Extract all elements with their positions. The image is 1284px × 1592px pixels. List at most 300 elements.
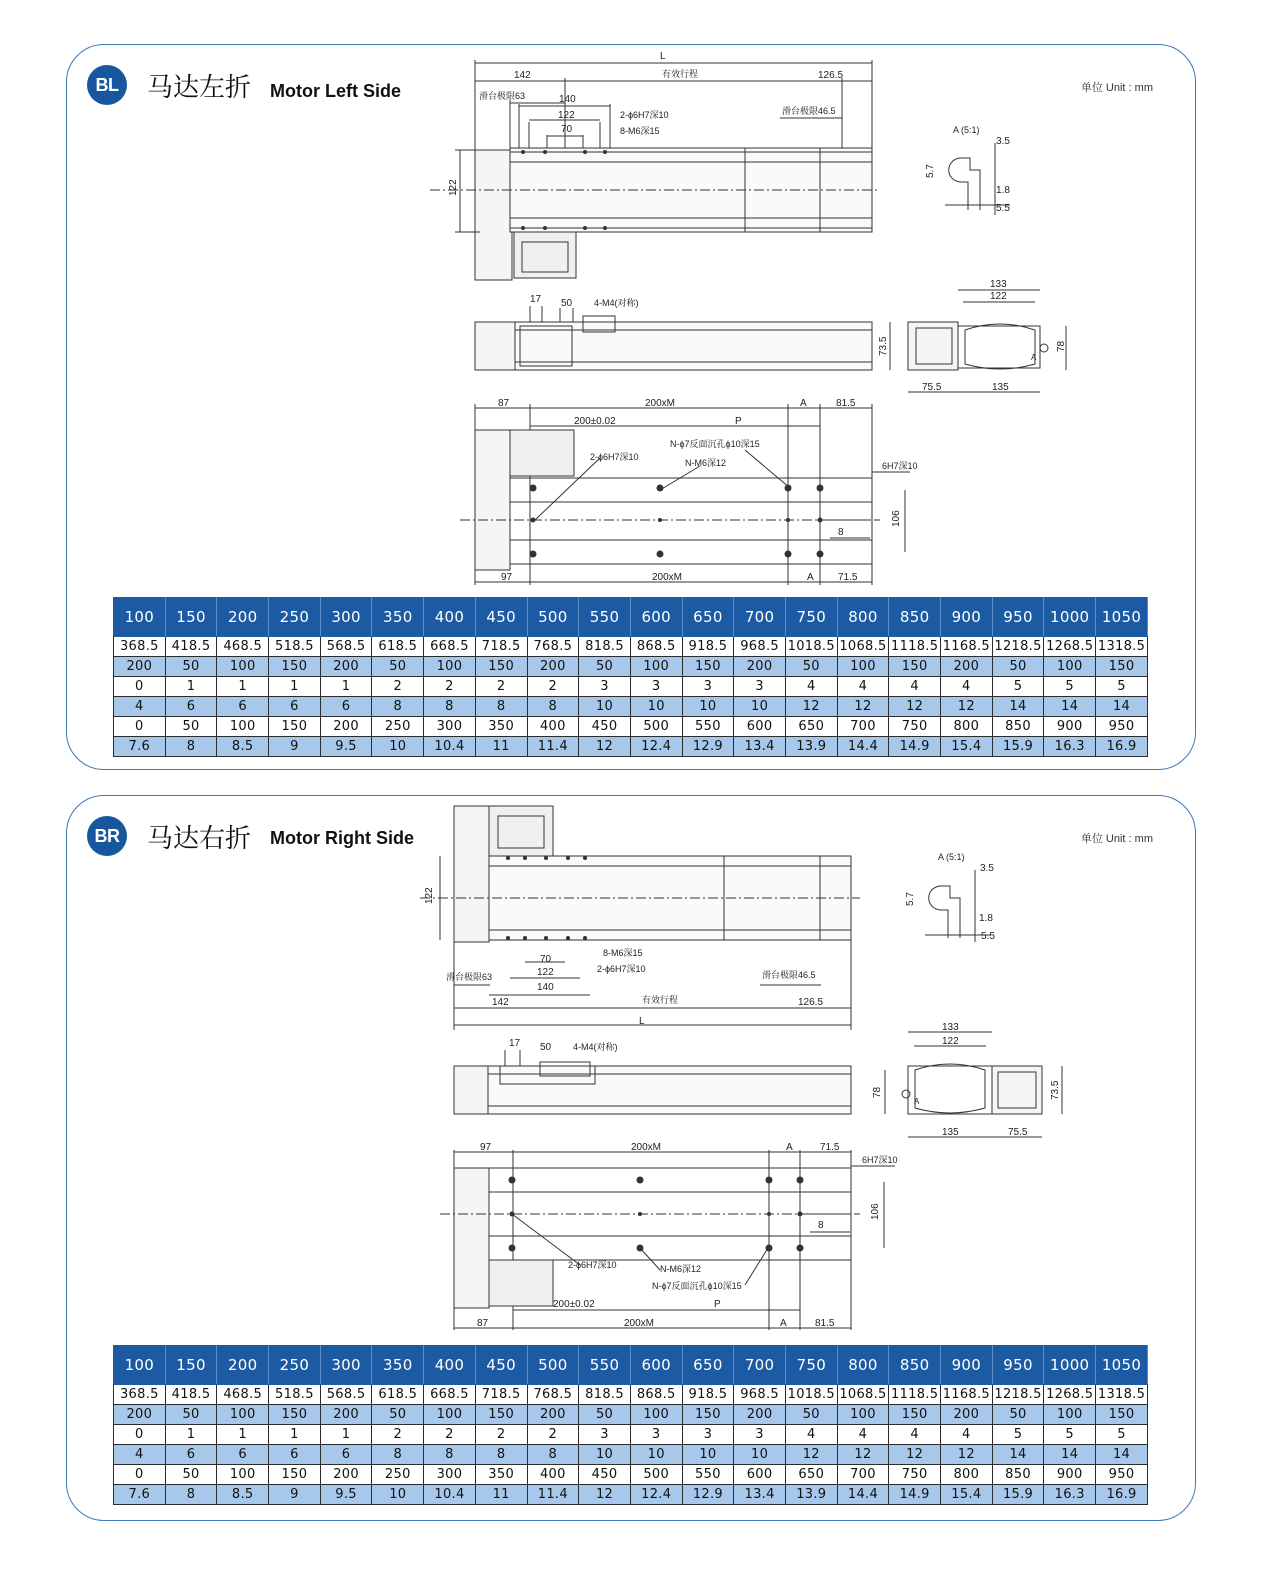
table-cell: 400 — [527, 717, 579, 737]
table-cell: 150 — [269, 1405, 321, 1425]
table-header-cell: 350 — [372, 598, 424, 637]
table-cell: 1318.5 — [1096, 637, 1148, 657]
table-cell: 5 — [1096, 677, 1148, 697]
dim-b200xM: 200xM — [652, 572, 683, 583]
dim-5-7: 5.7 — [925, 164, 936, 178]
table-cell: 900 — [1044, 1465, 1096, 1485]
table-cell: 14.9 — [889, 1485, 941, 1505]
table-cell: 8.5 — [217, 737, 269, 757]
title-cn-right: 马达右折 — [147, 824, 252, 854]
table-cell: 1 — [217, 1425, 269, 1445]
table-cell: 0 — [114, 1465, 166, 1485]
table-cell: 6 — [217, 1445, 269, 1465]
table-cell: 600 — [734, 1465, 786, 1485]
dim-97: 97 — [501, 572, 513, 583]
table-cell: 950 — [1096, 1465, 1148, 1485]
table-cell: 718.5 — [475, 637, 527, 657]
table-cell: 12 — [785, 697, 837, 717]
dim-bA: A — [807, 572, 814, 583]
table-header-cell: 450 — [475, 1346, 527, 1385]
table-cell: 10.4 — [424, 1485, 476, 1505]
table-cell: 918.5 — [682, 1385, 734, 1405]
dim-nm6: N-M6深12 — [685, 458, 727, 468]
table-cell: 150 — [1096, 657, 1148, 677]
table-cell: 2 — [372, 1425, 424, 1445]
table-header-cell: 700 — [734, 598, 786, 637]
table-cell: 350 — [475, 717, 527, 737]
table-cell: 468.5 — [217, 1385, 269, 1405]
table-cell: 2 — [475, 677, 527, 697]
table-header-cell: 800 — [837, 1346, 889, 1385]
table-header-cell: 200 — [217, 598, 269, 637]
dim-3-5: 3.5 — [996, 136, 1010, 147]
table-cell: 618.5 — [372, 1385, 424, 1405]
table-cell: 200 — [114, 657, 166, 677]
badge-bl: BL — [87, 65, 127, 105]
table-row — [114, 1445, 1148, 1465]
dim-pin2: 2-ϕ6H7深10 — [590, 452, 639, 462]
table-cell: 200 — [941, 657, 993, 677]
table-cell: 3 — [579, 1425, 631, 1445]
table-cell: 50 — [992, 1405, 1044, 1425]
table-cell: 1168.5 — [941, 1385, 993, 1405]
table-cell: 14 — [1096, 1445, 1148, 1465]
table-header-cell: 700 — [734, 1346, 786, 1385]
dim-L: L — [660, 51, 666, 62]
r-dim-97: 97 — [480, 1142, 492, 1153]
dim-135: 135 — [992, 382, 1009, 393]
table-header-cell: 1000 — [1044, 598, 1096, 637]
r-dim-200xM: 200xM — [631, 1142, 662, 1153]
table-row — [114, 1485, 1148, 1505]
table-cell: 818.5 — [579, 1385, 631, 1405]
dim-pin: 2-ϕ6H7深10 — [620, 110, 669, 120]
table-cell: 418.5 — [165, 637, 217, 657]
table-cell: 11.4 — [527, 1485, 579, 1505]
table-cell: 16.9 — [1096, 1485, 1148, 1505]
table-header-cell: 550 — [579, 598, 631, 637]
table-cell: 9 — [269, 1485, 321, 1505]
dim-106: 106 — [891, 510, 902, 527]
table-cell: 1118.5 — [889, 1385, 941, 1405]
table-cell: 11 — [475, 737, 527, 757]
dim-50: 50 — [561, 298, 573, 309]
table-cell: 10 — [579, 1445, 631, 1465]
r-dim-50: 50 — [540, 1042, 552, 1053]
table-cell: 50 — [165, 657, 217, 677]
table-cell: 1218.5 — [992, 637, 1044, 657]
r-dim-P: P — [714, 1299, 721, 1310]
r-dim-75-5: 75.5 — [1008, 1127, 1028, 1138]
table-cell: 950 — [1096, 717, 1148, 737]
table-cell: 400 — [527, 1465, 579, 1485]
table-cell: 1 — [217, 677, 269, 697]
table-cell: 2 — [527, 677, 579, 697]
table-cell: 868.5 — [630, 1385, 682, 1405]
table-cell: 16.3 — [1044, 1485, 1096, 1505]
table-cell: 14.9 — [889, 737, 941, 757]
r-dim-nm6: N-M6深12 — [660, 1264, 702, 1274]
table-cell: 700 — [837, 717, 889, 737]
table-cell: 10 — [372, 737, 424, 757]
table-header-cell: 650 — [682, 1346, 734, 1385]
table-header-cell: 850 — [889, 1346, 941, 1385]
table-cell: 50 — [785, 1405, 837, 1425]
table-cell: 4 — [941, 1425, 993, 1445]
r-dim-81-5: 81.5 — [815, 1318, 835, 1329]
table-cell: 13.9 — [785, 1485, 837, 1505]
table-cell: 4 — [837, 677, 889, 697]
table-cell: 100 — [217, 657, 269, 677]
table-cell: 150 — [889, 1405, 941, 1425]
table-cell: 3 — [630, 677, 682, 697]
table-header-cell: 200 — [217, 1346, 269, 1385]
table-cell: 10 — [682, 1445, 734, 1465]
table-cell: 6 — [269, 1445, 321, 1465]
table-cell: 100 — [217, 1405, 269, 1425]
table-cell: 768.5 — [527, 1385, 579, 1405]
table-cell: 14.4 — [837, 737, 889, 757]
table-cell: 3 — [682, 1425, 734, 1445]
table-row — [114, 1385, 1148, 1405]
table-header-cell: 250 — [269, 1346, 321, 1385]
table-cell: 11 — [475, 1485, 527, 1505]
table-cell: 700 — [837, 1465, 889, 1485]
table-cell: 10 — [734, 1445, 786, 1465]
r-dim-78: 78 — [872, 1086, 883, 1098]
table-cell: 1 — [320, 677, 372, 697]
table-header-cell: 750 — [785, 1346, 837, 1385]
table-header-cell: 300 — [320, 1346, 372, 1385]
table-cell: 5 — [1044, 677, 1096, 697]
table-cell: 200 — [320, 657, 372, 677]
spec-table-right — [113, 1345, 1148, 1505]
table-cell: 4 — [889, 1425, 941, 1445]
dim-h122: 122 — [448, 179, 459, 196]
table-cell: 12.4 — [630, 1485, 682, 1505]
table-cell: 200 — [114, 1405, 166, 1425]
dim-87: 87 — [498, 398, 510, 409]
table-header-cell: 900 — [941, 1346, 993, 1385]
table-header-cell: 600 — [630, 598, 682, 637]
table-cell: 6 — [165, 697, 217, 717]
table-cell: 12.9 — [682, 737, 734, 757]
table-cell: 150 — [269, 1465, 321, 1485]
table-cell: 3 — [579, 677, 631, 697]
r-dim-142: 142 — [492, 997, 509, 1008]
table-cell: 2 — [424, 1425, 476, 1445]
table-header-cell: 850 — [889, 598, 941, 637]
table-header-cell: 250 — [269, 598, 321, 637]
table-cell: 50 — [165, 717, 217, 737]
table-header-cell: 600 — [630, 1346, 682, 1385]
table-cell: 12 — [889, 1445, 941, 1465]
unit-label-right: 单位 Unit : mm — [1080, 833, 1153, 845]
table-cell: 150 — [682, 1405, 734, 1425]
table-cell: 3 — [630, 1425, 682, 1445]
table-cell: 50 — [785, 657, 837, 677]
r-dim-122: 122 — [537, 967, 554, 978]
table-cell: 8 — [372, 697, 424, 717]
table-cell: 350 — [475, 1465, 527, 1485]
table-cell: 8 — [424, 1445, 476, 1465]
table-header-cell: 300 — [320, 598, 372, 637]
r-dim-m6-8: 8-M6深15 — [603, 948, 643, 958]
table-cell: 650 — [785, 1465, 837, 1485]
table-cell: 618.5 — [372, 637, 424, 657]
r-dim-106: 106 — [870, 1203, 881, 1220]
table-cell: 8 — [527, 697, 579, 717]
table-cell: 100 — [424, 657, 476, 677]
table-cell: 100 — [217, 1465, 269, 1485]
dim-73-5: 73.5 — [878, 336, 889, 356]
r-dim-limit63: 滑台极限63 — [446, 972, 493, 982]
title-en-right: Motor Right Side — [270, 828, 414, 848]
table-cell: 100 — [424, 1405, 476, 1425]
table-cell: 2 — [475, 1425, 527, 1445]
dim-n7: N-ϕ7反面沉孔ϕ10深15 — [670, 439, 760, 449]
table-cell: 1168.5 — [941, 637, 993, 657]
table-cell: 14.4 — [837, 1485, 889, 1505]
table-cell: 0 — [114, 677, 166, 697]
table-cell: 368.5 — [114, 637, 166, 657]
table-cell: 150 — [269, 717, 321, 737]
table-cell: 50 — [992, 657, 1044, 677]
r-dim-stroke: 有效行程 — [642, 995, 679, 1005]
table-header-cell: 800 — [837, 598, 889, 637]
table-cell: 4 — [941, 677, 993, 697]
r-dim-L: L — [639, 1016, 645, 1027]
table-cell: 9.5 — [320, 1485, 372, 1505]
table-cell: 2 — [527, 1425, 579, 1445]
table-cell: 200 — [527, 1405, 579, 1425]
dim-81-5: 81.5 — [836, 398, 856, 409]
table-header-cell: 150 — [165, 598, 217, 637]
r-dim-5-5: 5.5 — [981, 931, 995, 942]
table-header-cell: 1050 — [1096, 598, 1148, 637]
table-cell: 918.5 — [682, 637, 734, 657]
table-cell: 1 — [165, 677, 217, 697]
table-cell: 718.5 — [475, 1385, 527, 1405]
table-cell: 6 — [269, 697, 321, 717]
table-header-cell: 500 — [527, 1346, 579, 1385]
dim-m4: 4-M4(对称) — [594, 298, 639, 308]
r-dim-8: 8 — [818, 1220, 824, 1231]
table-cell: 8 — [475, 697, 527, 717]
table-cell: 768.5 — [527, 637, 579, 657]
table-cell: 12.9 — [682, 1485, 734, 1505]
dim-142: 142 — [514, 70, 531, 81]
table-header-cell: 1000 — [1044, 1346, 1096, 1385]
table-cell: 4 — [114, 697, 166, 717]
table-cell: 818.5 — [579, 637, 631, 657]
table-cell: 300 — [424, 717, 476, 737]
table-cell: 1018.5 — [785, 1385, 837, 1405]
dim-P: P — [735, 416, 742, 427]
table-cell: 418.5 — [165, 1385, 217, 1405]
r-dim-A: A — [786, 1142, 793, 1153]
table-header-cell: 950 — [992, 1346, 1044, 1385]
table-cell: 1068.5 — [837, 1385, 889, 1405]
table-cell: 150 — [889, 657, 941, 677]
table-cell: 50 — [372, 657, 424, 677]
table-cell: 1018.5 — [785, 637, 837, 657]
table-cell: 15.4 — [941, 1485, 993, 1505]
table-cell: 7.6 — [114, 1485, 166, 1505]
table-cell: 12 — [941, 1445, 993, 1465]
r-detail-a: A (5:1) — [938, 852, 965, 862]
table-cell: 10 — [734, 697, 786, 717]
table-cell: 150 — [475, 657, 527, 677]
dim-5-5: 5.5 — [996, 203, 1010, 214]
table-cell: 5 — [1044, 1425, 1096, 1445]
table-cell: 15.9 — [992, 1485, 1044, 1505]
r-dim-71-5: 71.5 — [820, 1142, 840, 1153]
table-cell: 6 — [165, 1445, 217, 1465]
table-cell: 13.4 — [734, 1485, 786, 1505]
table-cell: 14 — [1044, 1445, 1096, 1465]
dim-w122: 122 — [990, 291, 1007, 302]
table-row — [114, 1405, 1148, 1425]
table-cell: 3 — [734, 1425, 786, 1445]
table-cell: 518.5 — [269, 637, 321, 657]
dim-17: 17 — [530, 294, 542, 305]
table-cell: 1 — [320, 1425, 372, 1445]
table-cell: 200 — [320, 1405, 372, 1425]
table-cell: 250 — [372, 717, 424, 737]
r-dim-1-8: 1.8 — [979, 913, 993, 924]
table-cell: 12 — [837, 1445, 889, 1465]
badge-br: BR — [87, 816, 127, 856]
r-dim-17: 17 — [509, 1038, 521, 1049]
table-cell: 668.5 — [424, 637, 476, 657]
table-cell: 50 — [372, 1405, 424, 1425]
dim-70: 70 — [561, 124, 573, 135]
table-cell: 550 — [682, 1465, 734, 1485]
r-dim-pin2: 2-ϕ6H7深10 — [568, 1260, 617, 1270]
table-cell: 15.4 — [941, 737, 993, 757]
table-cell: 368.5 — [114, 1385, 166, 1405]
table-cell: 500 — [630, 717, 682, 737]
dim-122: 122 — [558, 110, 575, 121]
table-cell: 10 — [630, 697, 682, 717]
table-cell: 13.4 — [734, 737, 786, 757]
title-cn-left: 马达左折 — [147, 73, 252, 103]
table-cell: 6 — [320, 1445, 372, 1465]
table-cell: 200 — [734, 657, 786, 677]
table-row — [114, 1425, 1148, 1445]
r-dim-b200xM: 200xM — [624, 1318, 655, 1329]
table-cell: 450 — [579, 717, 631, 737]
table-cell: 5 — [992, 1425, 1044, 1445]
table-cell: 6 — [217, 697, 269, 717]
table-cell: 16.3 — [1044, 737, 1096, 757]
dim-71-5: 71.5 — [838, 572, 858, 583]
table-cell: 150 — [475, 1405, 527, 1425]
r-dim-m4: 4-M4(对称) — [573, 1042, 618, 1052]
dim-140: 140 — [559, 94, 576, 105]
table-cell: 50 — [579, 1405, 631, 1425]
table-cell: 1218.5 — [992, 1385, 1044, 1405]
table-cell: 2 — [372, 677, 424, 697]
table-cell: 200 — [320, 1465, 372, 1485]
table-cell: 800 — [941, 1465, 993, 1485]
r-dim-3-5: 3.5 — [980, 863, 994, 874]
r-dim-140: 140 — [537, 982, 554, 993]
table-cell: 10.4 — [424, 737, 476, 757]
dim-A: A — [800, 398, 807, 409]
table-cell: 100 — [837, 1405, 889, 1425]
table-cell: 50 — [165, 1465, 217, 1485]
table-cell: 10 — [579, 697, 631, 717]
table-cell: 10 — [372, 1485, 424, 1505]
table-cell: 1 — [269, 677, 321, 697]
table-cell: 14 — [992, 1445, 1044, 1465]
r-dim-n7: N-ϕ7反面沉孔ϕ10深15 — [652, 1281, 742, 1291]
table-cell: 12 — [579, 1485, 631, 1505]
table-cell: 9 — [269, 737, 321, 757]
dim-limit63: 滑台极限63 — [479, 91, 526, 101]
table-header-cell: 900 — [941, 598, 993, 637]
table-header-cell: 500 — [527, 598, 579, 637]
table-cell: 468.5 — [217, 637, 269, 657]
table-cell: 50 — [165, 1405, 217, 1425]
table-cell: 16.9 — [1096, 737, 1148, 757]
table-cell: 550 — [682, 717, 734, 737]
table-cell: 6 — [320, 697, 372, 717]
table-cell: 8 — [475, 1445, 527, 1465]
table-cell: 100 — [630, 1405, 682, 1425]
table-header-cell: 650 — [682, 598, 734, 637]
dim-limit46-5: 滑台极限46.5 — [782, 106, 836, 116]
table-cell: 100 — [217, 717, 269, 737]
dim-m6-8: 8-M6深15 — [620, 126, 660, 136]
mark-a: A — [1031, 353, 1037, 362]
r-dim-w133: 133 — [942, 1022, 959, 1033]
table-cell: 1318.5 — [1096, 1385, 1148, 1405]
dim-h7: 6H7深10 — [882, 461, 918, 471]
table-header-cell: 150 — [165, 1346, 217, 1385]
table-cell: 900 — [1044, 717, 1096, 737]
table-cell: 14 — [1044, 697, 1096, 717]
table-cell: 568.5 — [320, 1385, 372, 1405]
table-cell: 250 — [372, 1465, 424, 1485]
table-cell: 50 — [579, 657, 631, 677]
table-cell: 100 — [1044, 1405, 1096, 1425]
dim-1-8: 1.8 — [996, 185, 1010, 196]
table-header-cell: 950 — [992, 598, 1044, 637]
table-cell: 3 — [734, 677, 786, 697]
dim-w133: 133 — [990, 279, 1007, 290]
table-cell: 14 — [1096, 697, 1148, 717]
table-header-cell: 400 — [424, 598, 476, 637]
table-cell: 0 — [114, 1425, 166, 1445]
table-cell: 12 — [579, 737, 631, 757]
table-cell: 14 — [992, 697, 1044, 717]
table-cell: 1 — [165, 1425, 217, 1445]
r-mark-a: A — [914, 1097, 920, 1106]
r-dim-73-5: 73.5 — [1050, 1080, 1061, 1100]
dim-75-5: 75.5 — [922, 382, 942, 393]
table-cell: 968.5 — [734, 637, 786, 657]
dim-200-tol: 200±0.02 — [574, 416, 616, 427]
table-header-cell: 100 — [114, 1346, 166, 1385]
r-dim-pin: 2-ϕ6H7深10 — [597, 964, 646, 974]
table-cell: 13.9 — [785, 737, 837, 757]
table-cell: 668.5 — [424, 1385, 476, 1405]
table-cell: 4 — [785, 677, 837, 697]
table-cell: 12 — [941, 697, 993, 717]
